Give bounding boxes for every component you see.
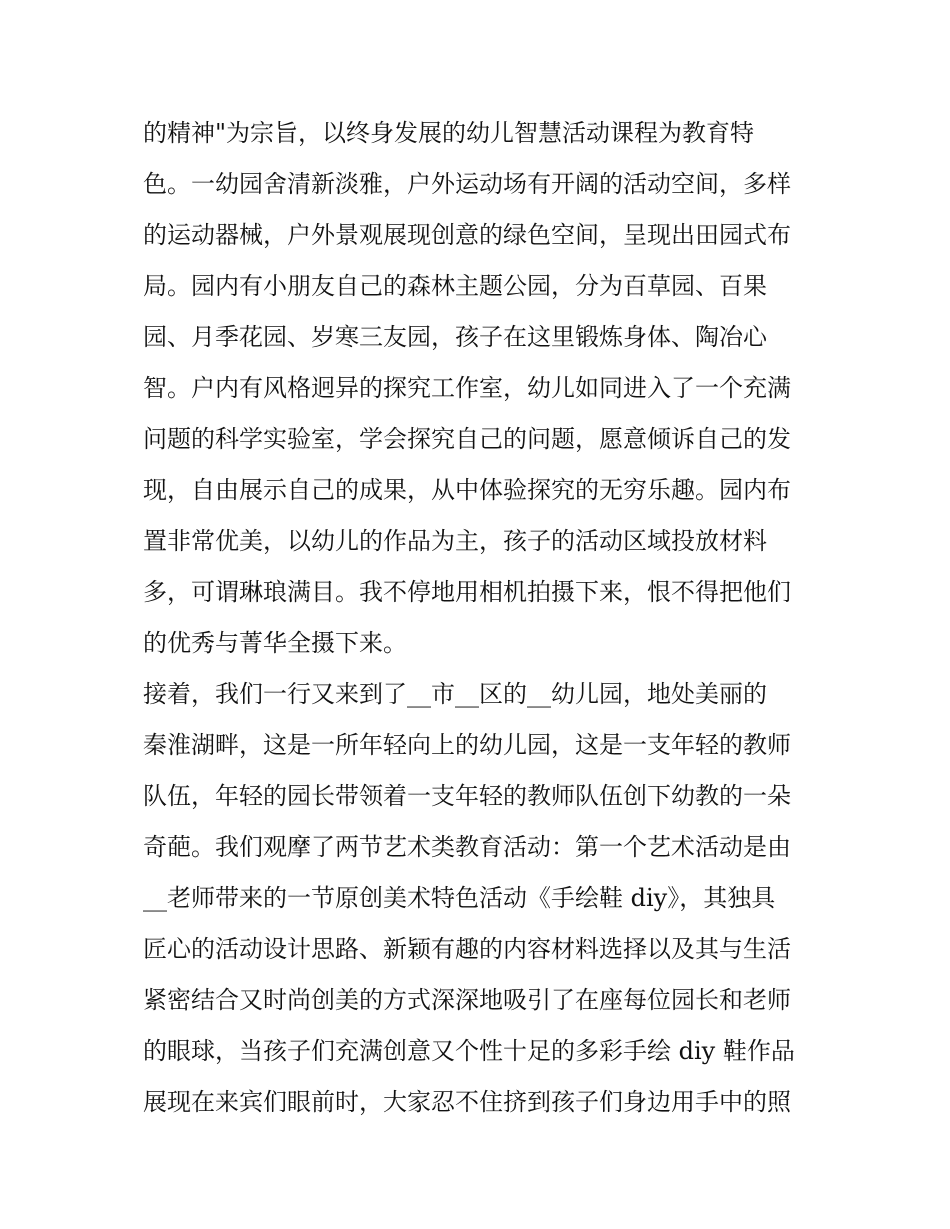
text-line: 多，可谓琳琅满目。我不停地用相机拍摄下来，恨不得把他们 [143, 578, 791, 606]
paragraph-2 [143, 669, 833, 1128]
text-line: 展现在来宾们眼前时，大家忍不住挤到孩子们身边用手中的照 [143, 1088, 791, 1116]
document-body [143, 108, 833, 1128]
text-line: 接着，我们一行又来到了__市__区的__幼儿园，地处美丽的 [143, 680, 767, 708]
text-line: 的眼球，当孩子们充满创意又个性十足的多彩手绘 diy 鞋作品 [143, 1037, 795, 1065]
text-line: 的精神"为宗旨，以终身发展的幼儿智慧活动课程为教育特 [143, 119, 755, 147]
paragraph-1 [143, 108, 833, 669]
text-line: 匠心的活动设计思路、新颖有趣的内容材料选择以及其与生活 [143, 935, 791, 963]
text-line: 问题的科学实验室，学会探究自己的问题，愿意倾诉自己的发 [143, 425, 791, 453]
text-line: 园、月季花园、岁寒三友园，孩子在这里锻炼身体、陶冶心 [143, 323, 767, 351]
text-line: 色。一幼园舍清新淡雅，户外运动场有开阔的活动空间，多样 [143, 170, 791, 198]
text-line: 队伍，年轻的园长带领着一支年轻的教师队伍创下幼教的一朵 [143, 782, 791, 810]
text-line: __老师带来的一节原创美术特色活动《手绘鞋 diy》，其独具 [143, 884, 776, 912]
text-line: 紧密结合又时尚创美的方式深深地吸引了在座每位园长和老师 [143, 986, 791, 1014]
text-line: 的优秀与菁华全摄下来。 [143, 629, 407, 657]
text-line: 奇葩。我们观摩了两节艺术类教育活动：第一个艺术活动是由 [143, 833, 791, 861]
text-line: 的运动器械，户外景观展现创意的绿色空间，呈现出田园式布 [143, 221, 791, 249]
text-line: 秦淮湖畔，这是一所年轻向上的幼儿园，这是一支年轻的教师 [143, 731, 791, 759]
text-line: 置非常优美，以幼儿的作品为主，孩子的活动区域投放材料 [143, 527, 767, 555]
text-line: 智。户内有风格迥异的探究工作室，幼儿如同进入了一个充满 [143, 374, 791, 402]
text-line: 现，自由展示自己的成果，从中体验探究的无穷乐趣。园内布 [143, 476, 791, 504]
text-line: 局。园内有小朋友自己的森林主题公园，分为百草园、百果 [143, 272, 767, 300]
